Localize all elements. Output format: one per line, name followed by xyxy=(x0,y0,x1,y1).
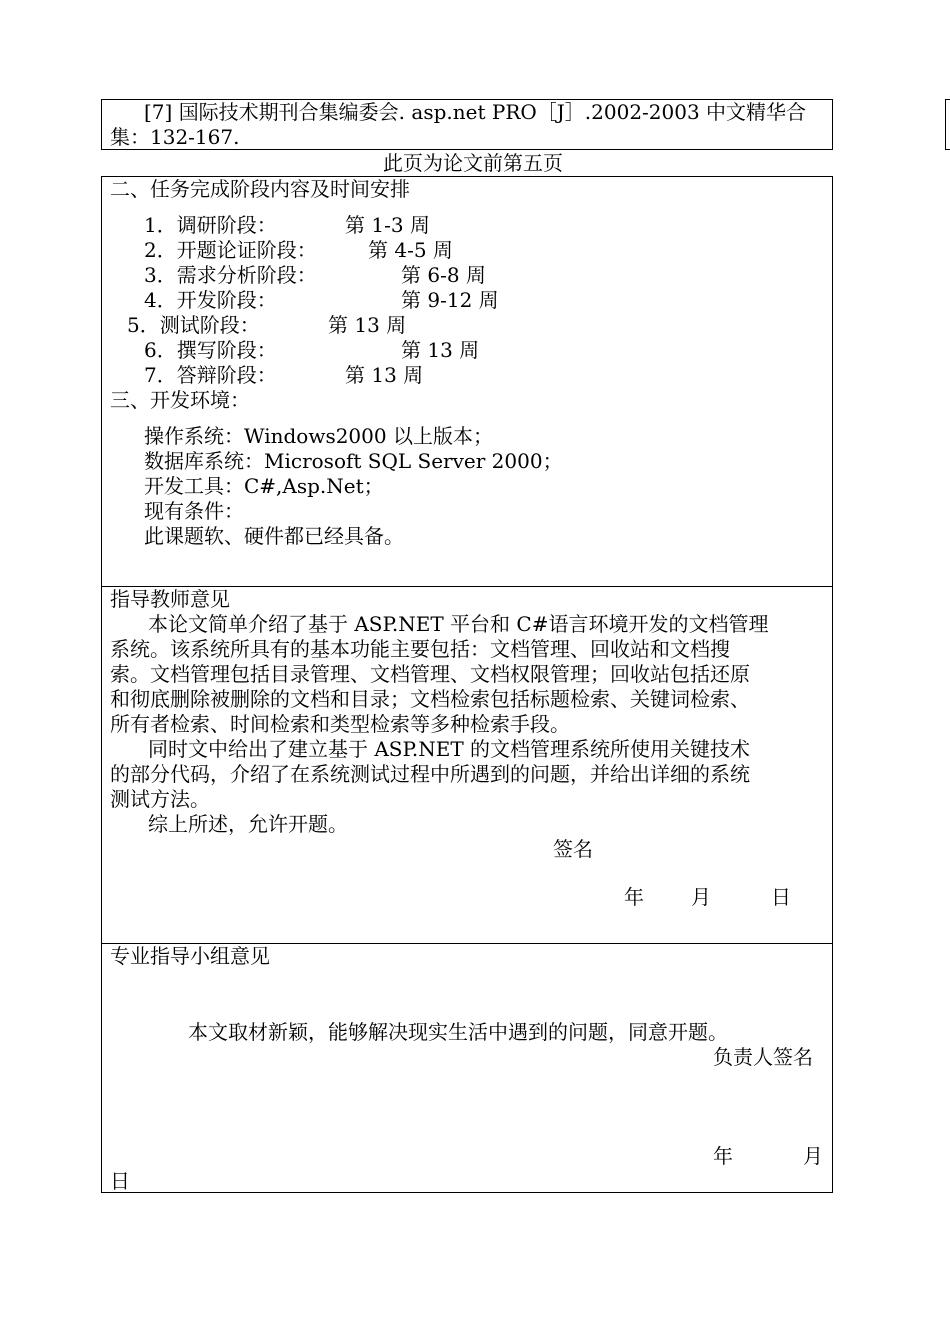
environment-line: 此课题软、硬件都已经具备。 xyxy=(144,524,404,548)
stage-week: 第 1-3 周 xyxy=(345,213,430,237)
stage-week: 第 13 周 xyxy=(401,338,480,362)
group-signature-label: 负责人签名 xyxy=(713,1045,813,1069)
group-heading: 专业指导小组意见 xyxy=(110,944,270,968)
teacher-line: 的部分代码，介绍了在系统测试过程中所遇到的问题，并给出详细的系统 xyxy=(110,762,750,786)
group-day-label: 日 xyxy=(110,1169,130,1193)
stage-label: 4．开发阶段： xyxy=(144,288,277,312)
teacher-month-label: 月 xyxy=(691,885,711,909)
reference-line-2: 集：132-167. xyxy=(110,125,240,149)
teacher-year-label: 年 xyxy=(624,885,644,909)
teacher-line: 测试方法。 xyxy=(110,787,210,811)
stage-label: 5．测试阶段： xyxy=(127,313,260,337)
stage-week: 第 13 周 xyxy=(328,313,407,337)
stage-label: 1．调研阶段： xyxy=(144,213,277,237)
stage-label: 6．撰写阶段： xyxy=(144,338,277,362)
stage-label: 3．需求分析阶段： xyxy=(144,263,317,287)
teacher-line: 索。文档管理包括目录管理、文档管理、文档权限管理；回收站包括还原 xyxy=(110,662,750,686)
reference-line-1: [7] 国际技术期刊合集编委会. asp.net PRO［J］.2002-2003 中文精华合 xyxy=(144,100,807,124)
tasks-box xyxy=(101,176,833,587)
teacher-line: 所有者检索、时间检索和类型检索等多种检索手段。 xyxy=(110,712,570,736)
reference-box xyxy=(101,99,833,150)
teacher-line: 系统。该系统所具有的基本功能主要包括：文档管理、回收站和文档搜 xyxy=(110,637,730,661)
group-opinion: 本文取材新颖，能够解决现实生活中遇到的问题，同意开题。 xyxy=(188,1020,728,1044)
group-month-label: 月 xyxy=(803,1144,823,1168)
group-year-label: 年 xyxy=(713,1144,733,1168)
teacher-heading: 指导教师意见 xyxy=(110,587,230,611)
stage-week: 第 4-5 周 xyxy=(368,238,453,262)
environment-heading: 三、开发环境： xyxy=(110,388,250,412)
teacher-line: 综上所述，允许开题。 xyxy=(148,812,348,836)
group-opinion-box xyxy=(101,943,833,1193)
stage-label: 7．答辩阶段： xyxy=(144,363,277,387)
environment-line: 操作系统：Windows2000 以上版本； xyxy=(144,424,493,448)
page-edge-mark xyxy=(945,99,950,150)
tasks-heading: 二、任务完成阶段内容及时间安排 xyxy=(110,177,410,201)
environment-line: 现有条件： xyxy=(144,499,244,523)
stage-week: 第 9-12 周 xyxy=(401,288,499,312)
environment-line: 开发工具：C#,Asp.Net； xyxy=(144,474,384,498)
teacher-line: 同时文中给出了建立基于 ASP.NET 的文档管理系统所使用关键技术 xyxy=(148,737,751,761)
stage-label: 2．开题论证阶段： xyxy=(144,238,317,262)
teacher-day-label: 日 xyxy=(771,885,791,909)
teacher-line: 本论文简单介绍了基于 ASP.NET 平台和 C#语言环境开发的文档管理 xyxy=(148,612,769,636)
stage-week: 第 6-8 周 xyxy=(401,263,486,287)
environment-line: 数据库系统：Microsoft SQL Server 2000； xyxy=(144,449,563,473)
stage-week: 第 13 周 xyxy=(345,363,424,387)
teacher-line: 和彻底删除被删除的文档和目录；文档检索包括标题检索、关键词检索、 xyxy=(110,687,750,711)
teacher-opinion-box xyxy=(101,586,833,944)
teacher-signature-label: 签名 xyxy=(553,837,593,861)
page-note: 此页为论文前第五页 xyxy=(383,151,563,175)
